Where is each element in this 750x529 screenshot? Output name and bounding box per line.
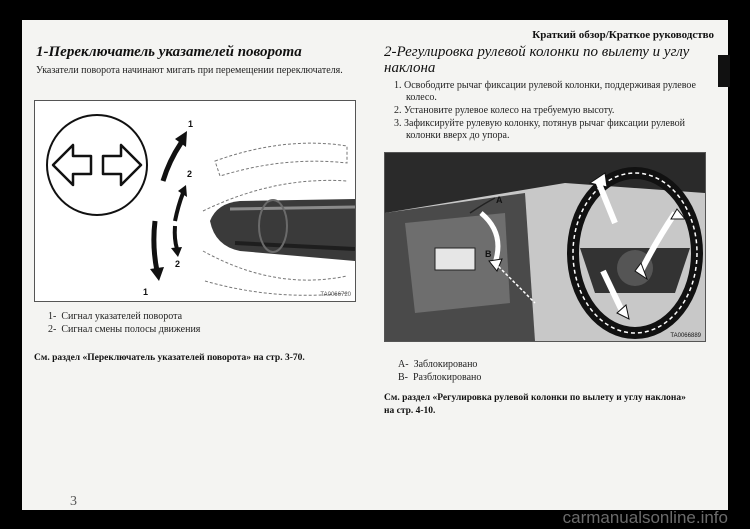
turn-signal-illustration — [35, 101, 355, 301]
legend-text: Сигнал указателей поворота — [61, 311, 183, 322]
steering-legend — [398, 358, 481, 384]
turn-signal-legend — [48, 310, 200, 336]
callout-1-bottom: 1 — [143, 287, 149, 297]
callout-1-top: 1 — [188, 119, 194, 129]
legend-num: 1- — [48, 311, 57, 322]
step-item: 3. Зафиксируйте рулевую колонку, потянув рычаг фиксации рулевой колонки вверх до упора. — [394, 118, 685, 141]
page-header: Краткий обзор/Краткое руководство — [532, 29, 714, 41]
turn-signal-heading: 1-Переключатель указателей поворота — [36, 44, 302, 60]
steering-figure — [384, 152, 706, 342]
reference-line: См. раздел «Регулировка рулевой колонки по вылету и углу наклона» — [384, 393, 686, 403]
figure-code: TA0066720 — [320, 292, 351, 298]
legend-num: 2- — [48, 324, 57, 335]
steering-reference — [384, 392, 714, 418]
legend-text: Разблокировано — [413, 372, 482, 383]
legend-item — [398, 358, 481, 371]
callout-a: A — [496, 195, 503, 205]
legend-text: Сигнал смены полосы движения — [61, 324, 201, 335]
step-item: 2. Установите рулевое колесо на требуемую высоту. — [394, 105, 615, 116]
turn-signal-intro: Указатели поворота начинают мигать при перемещении переключателя. — [36, 65, 343, 76]
reference-line: на стр. 4-10. — [384, 406, 436, 416]
manual-page — [22, 20, 728, 510]
legend-item — [48, 323, 200, 336]
turn-signal-reference: См. раздел «Переключатель указателей поворота» на стр. 3-70. — [34, 353, 305, 363]
legend-num: B- — [398, 372, 408, 383]
steering-steps — [388, 80, 708, 143]
legend-item — [398, 371, 481, 384]
section-tab — [718, 55, 730, 87]
footer-mark: 3 — [70, 494, 77, 509]
steering-illustration — [385, 153, 705, 341]
steering-heading: 2-Регулировка рулевой колонки по вылету и углу наклона — [384, 44, 690, 76]
legend-text: Заблокировано — [413, 359, 478, 370]
callout-2-top: 2 — [187, 169, 193, 179]
legend-item — [48, 310, 200, 323]
legend-num: A- — [398, 359, 409, 370]
turn-signal-figure — [34, 100, 356, 302]
callout-b: B — [485, 249, 492, 259]
figure-code: TA0066889 — [670, 333, 701, 339]
callout-2-bottom: 2 — [175, 259, 181, 269]
watermark: carmanualsonline.info — [562, 508, 728, 527]
step-item: 1. Освободите рычаг фиксации рулевой колонки, поддерживая рулевое колесо. — [394, 80, 696, 103]
